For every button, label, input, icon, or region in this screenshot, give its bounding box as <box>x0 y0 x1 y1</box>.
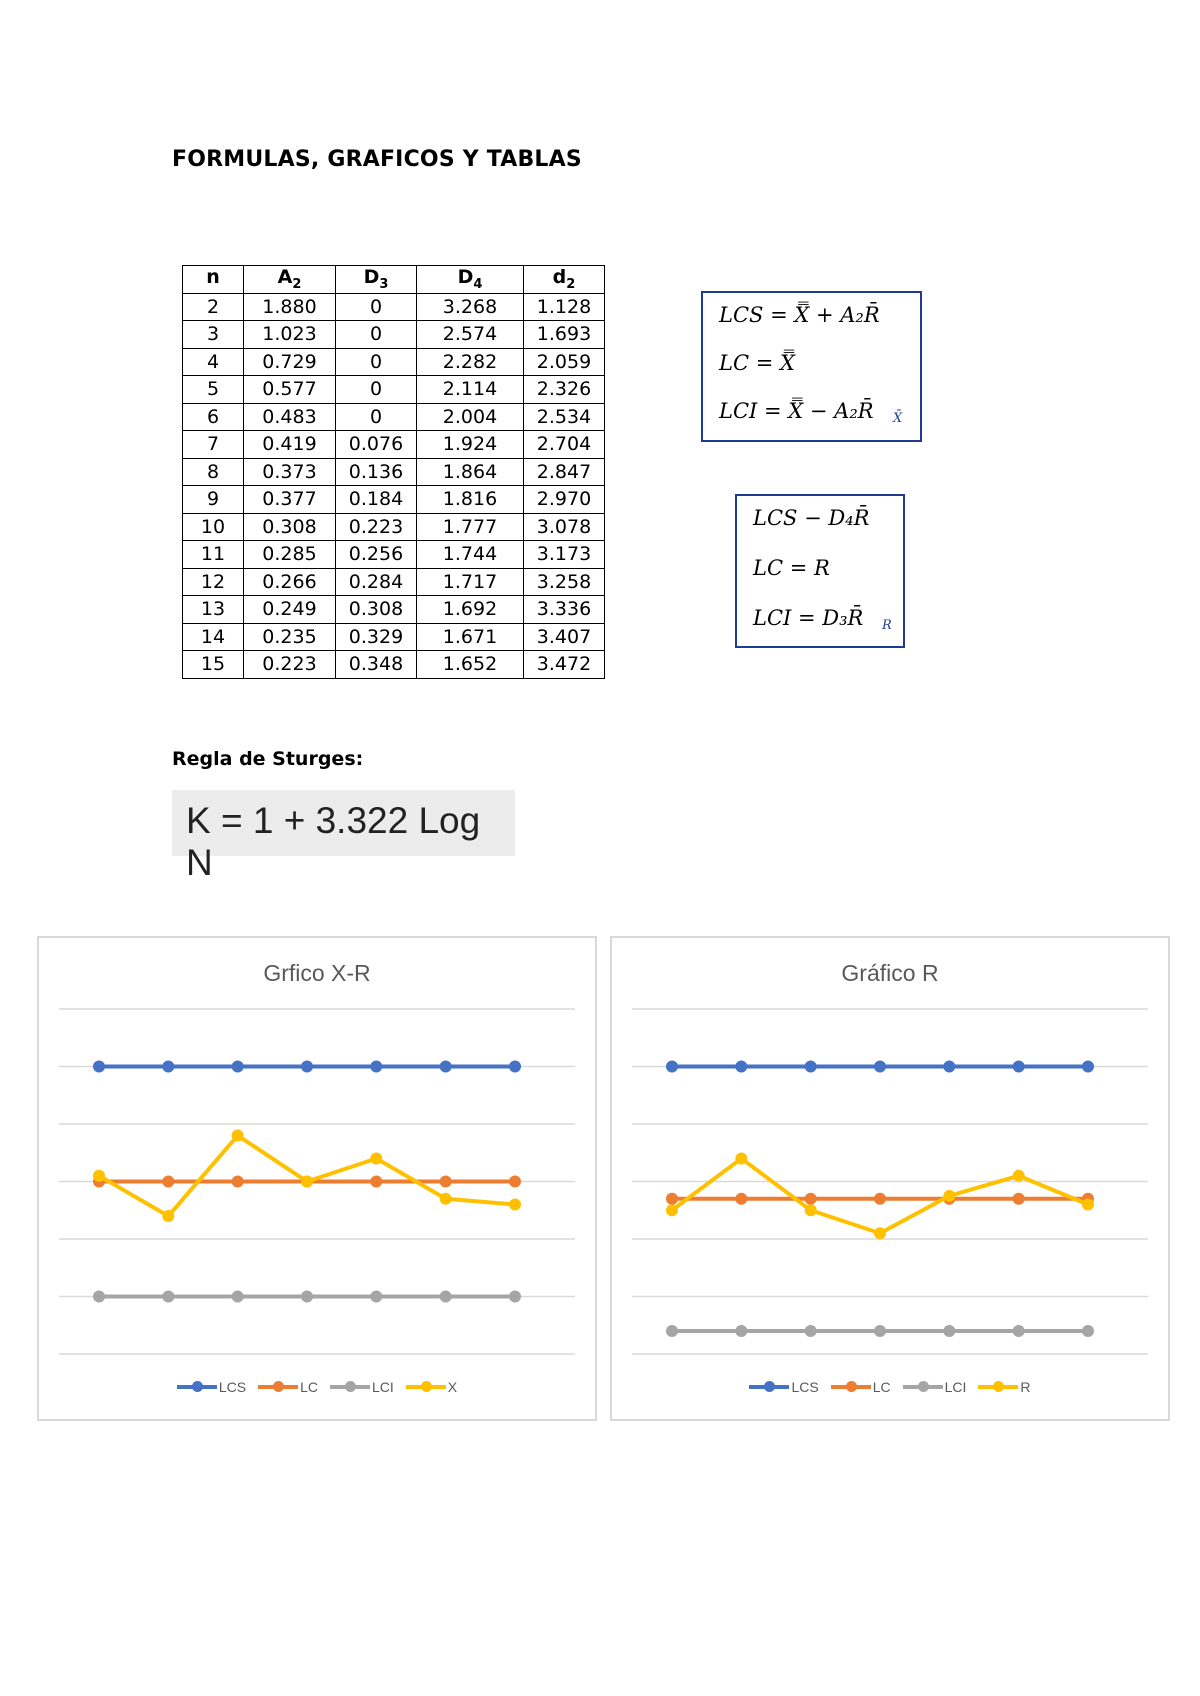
data-point-lcs <box>301 1061 313 1073</box>
page-title: FORMULAS, GRAFICOS Y TABLAS <box>172 147 582 172</box>
legend-item-x <box>406 1379 457 1395</box>
table-cell: 0.284 <box>336 568 417 596</box>
table-cell: 3.078 <box>524 513 605 541</box>
table-cell: 13 <box>183 596 244 624</box>
data-point-lci <box>666 1325 678 1337</box>
data-point-lc <box>232 1176 244 1188</box>
legend-swatch <box>903 1385 943 1389</box>
formula-box-r <box>735 494 905 648</box>
table-cell: 2.574 <box>417 321 524 349</box>
table-cell: 10 <box>183 513 244 541</box>
table-row <box>183 623 605 651</box>
table-cell: 0.136 <box>336 458 417 486</box>
table-cell: 0.348 <box>336 651 417 679</box>
table-cell: 3.336 <box>524 596 605 624</box>
data-point-x <box>509 1199 521 1211</box>
table-row <box>183 486 605 514</box>
table-cell: 1.671 <box>417 623 524 651</box>
data-point-lc <box>735 1193 747 1205</box>
table-cell: 3.407 <box>524 623 605 651</box>
data-point-x <box>301 1176 313 1188</box>
table-cell: 0.223 <box>244 651 336 679</box>
table-cell: 0.235 <box>244 623 336 651</box>
legend-item-lci <box>903 1379 967 1395</box>
legend-label: LCS <box>791 1379 819 1395</box>
data-point-lci <box>162 1291 174 1303</box>
table-cell: 3 <box>183 321 244 349</box>
table-row <box>183 651 605 679</box>
data-point-lc <box>162 1176 174 1188</box>
data-point-lcs <box>735 1061 747 1073</box>
data-point-lcs <box>943 1061 955 1073</box>
table-cell: 0.266 <box>244 568 336 596</box>
data-point-lci <box>509 1291 521 1303</box>
data-point-lci <box>93 1291 105 1303</box>
data-point-lcs <box>93 1061 105 1073</box>
table-cell: 0.256 <box>336 541 417 569</box>
legend-label: R <box>1020 1379 1031 1395</box>
legend-swatch <box>978 1385 1018 1389</box>
table-cell: 2.282 <box>417 348 524 376</box>
legend-item-lcs <box>177 1379 246 1395</box>
data-point-r <box>1082 1199 1094 1211</box>
table-cell: 2.970 <box>524 486 605 514</box>
table-row <box>183 568 605 596</box>
data-point-lc <box>1013 1193 1025 1205</box>
data-point-r <box>1013 1170 1025 1182</box>
data-point-lc <box>874 1193 886 1205</box>
chart-legend <box>612 1376 1168 1395</box>
legend-item-lcs <box>749 1379 818 1395</box>
table-row <box>183 431 605 459</box>
table-header-row <box>183 266 605 294</box>
data-point-lci <box>1082 1325 1094 1337</box>
data-point-r <box>735 1153 747 1165</box>
table-cell: 0.076 <box>336 431 417 459</box>
legend-swatch <box>330 1385 370 1389</box>
table-cell: 2.326 <box>524 376 605 404</box>
column-header: $d_2$ <box>524 266 605 294</box>
table-cell: 3.258 <box>524 568 605 596</box>
data-point-lci <box>874 1325 886 1337</box>
table-cell: 0.577 <box>244 376 336 404</box>
formula-lc-r: LC = R <box>753 556 830 580</box>
data-point-lcs <box>440 1061 452 1073</box>
table-cell: 1.693 <box>524 321 605 349</box>
table-cell: 3.173 <box>524 541 605 569</box>
table-cell: 1.023 <box>244 321 336 349</box>
table-cell: 0 <box>336 293 417 321</box>
table-cell: 1.777 <box>417 513 524 541</box>
table-cell: 7 <box>183 431 244 459</box>
legend-label: LC <box>872 1379 891 1395</box>
legend-item-lc <box>831 1379 891 1395</box>
sturges-formula: K = 1 + 3.322 Log N <box>186 800 481 883</box>
legend-label: LC <box>300 1379 318 1395</box>
table-cell: 8 <box>183 458 244 486</box>
legend-label: LCI <box>944 1379 967 1395</box>
table-row <box>183 293 605 321</box>
legend-swatch <box>258 1385 298 1389</box>
data-point-lci <box>440 1291 452 1303</box>
formula-lcs-x: LCS = X̿ + A₂R̄ <box>719 303 880 327</box>
table-cell: 14 <box>183 623 244 651</box>
data-point-lc <box>370 1176 382 1188</box>
data-point-r <box>805 1204 817 1216</box>
control-chart-factors-table <box>182 265 605 679</box>
table-cell: 2.534 <box>524 403 605 431</box>
table-row <box>183 458 605 486</box>
data-point-r <box>874 1227 886 1239</box>
legend-item-lc <box>258 1379 318 1395</box>
formula-box-x <box>701 291 922 442</box>
chart-legend <box>39 1376 595 1395</box>
legend-swatch <box>831 1385 871 1389</box>
table-row <box>183 376 605 404</box>
table-cell: 1.652 <box>417 651 524 679</box>
data-point-x <box>370 1153 382 1165</box>
table-cell: 0.223 <box>336 513 417 541</box>
formula-lc-x: LC = X̿ <box>719 351 795 375</box>
table-cell: 0 <box>336 321 417 349</box>
table-cell: 15 <box>183 651 244 679</box>
formula-subscript-r: R <box>882 618 892 633</box>
table-row <box>183 513 605 541</box>
table-cell: 1.717 <box>417 568 524 596</box>
column-header: n <box>183 266 244 294</box>
legend-item-r <box>978 1379 1030 1395</box>
data-point-lcs <box>805 1061 817 1073</box>
data-point-x <box>440 1193 452 1205</box>
legend-label: X <box>447 1379 458 1395</box>
data-point-lcs <box>666 1061 678 1073</box>
data-point-lci <box>1013 1325 1025 1337</box>
data-point-lc <box>805 1193 817 1205</box>
data-point-lcs <box>874 1061 886 1073</box>
formula-subscript-x: X̄ <box>893 411 903 426</box>
table-cell: 2.004 <box>417 403 524 431</box>
data-point-lcs <box>509 1061 521 1073</box>
data-point-lcs <box>1082 1061 1094 1073</box>
table-cell: 1.864 <box>417 458 524 486</box>
legend-swatch <box>749 1385 789 1389</box>
table-cell: 1.816 <box>417 486 524 514</box>
table-cell: 6 <box>183 403 244 431</box>
data-point-lci <box>370 1291 382 1303</box>
table-cell: 1.924 <box>417 431 524 459</box>
table-row <box>183 348 605 376</box>
table-cell: 3.268 <box>417 293 524 321</box>
data-point-x <box>232 1130 244 1142</box>
table-cell: 0.483 <box>244 403 336 431</box>
sturges-label: Regla de Sturges: <box>172 748 364 770</box>
chart-plot <box>39 938 595 1419</box>
data-point-lcs <box>162 1061 174 1073</box>
formula-lci-x: LCI = X̿ − A₂R̄ <box>719 399 874 423</box>
legend-swatch <box>406 1385 446 1389</box>
data-point-x <box>162 1210 174 1222</box>
table-cell: 2.704 <box>524 431 605 459</box>
table-cell: 0.308 <box>244 513 336 541</box>
table-cell: 2 <box>183 293 244 321</box>
table-cell: 9 <box>183 486 244 514</box>
column-header: $A_2$ <box>244 266 336 294</box>
table-row <box>183 596 605 624</box>
formula-lcs-r: LCS − D₄R̄ <box>753 506 870 530</box>
table-row <box>183 321 605 349</box>
chart-title: Gráfico R <box>841 960 939 986</box>
table-cell: 0.729 <box>244 348 336 376</box>
data-point-r <box>943 1190 955 1202</box>
data-point-lc <box>509 1176 521 1188</box>
table-cell: 0.329 <box>336 623 417 651</box>
chart-x-r <box>37 936 597 1421</box>
table-cell: 0.373 <box>244 458 336 486</box>
data-point-lcs <box>370 1061 382 1073</box>
legend-label: LCI <box>372 1379 394 1395</box>
legend-swatch <box>177 1385 217 1389</box>
table-cell: 0 <box>336 348 417 376</box>
data-point-r <box>666 1204 678 1216</box>
chart-title: Grfico X-R <box>263 960 371 986</box>
data-point-lcs <box>1013 1061 1025 1073</box>
table-cell: 5 <box>183 376 244 404</box>
legend-label: LCS <box>218 1379 247 1395</box>
data-point-x <box>93 1170 105 1182</box>
table-cell: 2.059 <box>524 348 605 376</box>
chart-plot <box>612 938 1168 1419</box>
table-row <box>183 403 605 431</box>
table-cell: 3.472 <box>524 651 605 679</box>
chart-r <box>610 936 1170 1421</box>
table-cell: 1.692 <box>417 596 524 624</box>
data-point-lci <box>735 1325 747 1337</box>
table-cell: 1.128 <box>524 293 605 321</box>
table-cell: 12 <box>183 568 244 596</box>
table-cell: 0.377 <box>244 486 336 514</box>
table-cell: 0 <box>336 376 417 404</box>
table-cell: 0.308 <box>336 596 417 624</box>
table-cell: 0.249 <box>244 596 336 624</box>
data-point-lci <box>943 1325 955 1337</box>
table-cell: 0.419 <box>244 431 336 459</box>
formula-lci-r: LCI = D₃R̄ <box>753 606 864 630</box>
table-cell: 11 <box>183 541 244 569</box>
table-cell: 1.744 <box>417 541 524 569</box>
data-point-lci <box>301 1291 313 1303</box>
data-point-lcs <box>232 1061 244 1073</box>
table-cell: 0.285 <box>244 541 336 569</box>
table-cell: 4 <box>183 348 244 376</box>
table-cell: 2.847 <box>524 458 605 486</box>
table-cell: 0 <box>336 403 417 431</box>
data-point-lci <box>232 1291 244 1303</box>
data-point-lci <box>805 1325 817 1337</box>
table-row <box>183 541 605 569</box>
legend-item-lci <box>330 1379 394 1395</box>
table-cell: 2.114 <box>417 376 524 404</box>
table-cell: 1.880 <box>244 293 336 321</box>
table-cell: 0.184 <box>336 486 417 514</box>
data-point-lc <box>666 1193 678 1205</box>
column-header: $D_3$ <box>336 266 417 294</box>
column-header: $D_4$ <box>417 266 524 294</box>
sturges-formula-box <box>172 790 515 883</box>
data-point-lc <box>440 1176 452 1188</box>
